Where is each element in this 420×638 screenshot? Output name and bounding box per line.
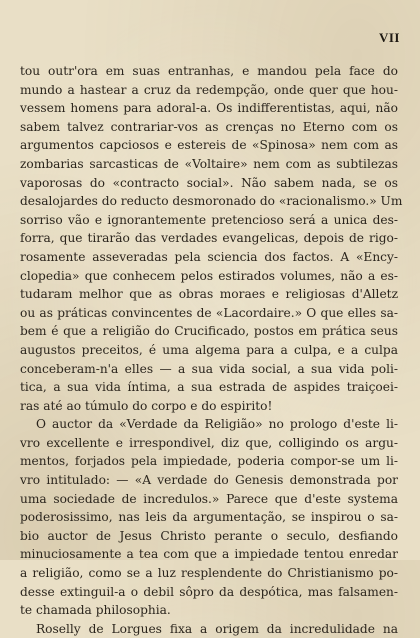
text-line: zombarias sarcasticas de «Voltaire» nem com as subtilezas — [20, 156, 398, 171]
text-line: O auctor da «Verdade da Religião» no prologo d'este li- — [36, 417, 398, 432]
text-line: ras até ao túmulo do corpo e do espirito! — [20, 398, 273, 413]
text-line: clopedia» que conhecem pelos estirados volumes, não a es- — [20, 268, 398, 283]
body-text — [20, 62, 403, 638]
text-line: tica, a sua vida íntima, a sua estrada de aspides traiçoei- — [20, 380, 398, 395]
text-line: mentos, forjados pela impiedade, poderia compor-se um li- — [20, 454, 398, 469]
text-line: bio auctor de Jesus Christo perante o seculo, desfiando — [20, 528, 398, 543]
text-line: tudaram melhor que as obras moraes e religiosas d'Alletz — [20, 287, 398, 302]
text-line: desse extinguil-a o debil sôpro da despótica, mas falsamen- — [20, 584, 398, 599]
text-line: vro excellente e irrespondivel, diz que, colligindo os argu- — [20, 435, 398, 450]
text-line: uma sociedade de incredulos.» Parece que d'este systema — [20, 491, 398, 506]
text-line: ou as práticas convincentes de «Lacordaire.» O que elles sa- — [20, 305, 398, 320]
text-line: sabem talvez contrariar-vos as crenças no Eterno com os — [20, 119, 398, 134]
text-line: rosamente asseveradas pela sciencia dos factos. A «Ency- — [20, 249, 398, 264]
text-line: mundo a hastear a cruz da redempção, onde quer que hou- — [20, 82, 398, 97]
page-number: VII — [378, 30, 400, 45]
text-line: Roselly de Lorgues fixa a origem da incredulidade na — [36, 621, 398, 636]
text-line: tou outr'ora em suas entranhas, e mandou pela face do — [20, 64, 398, 78]
text-line: desalojardes do reducto desmoronado do «racionalismo.» Um — [20, 194, 403, 209]
text-line: forra, que tirarão das verdades evangelicas, depois de rigo- — [20, 231, 398, 246]
text-line: argumentos capciosos e estereis de «Spinosa» nem com as — [20, 138, 398, 153]
text-line: poderosissimo, nas leis da argumentação, se inspirou o sa- — [20, 510, 398, 525]
text-line: augustos preceitos, é uma algema para a culpa, e a culpa — [20, 342, 398, 357]
text-line: bem é que a religião do Crucificado, postos em prática seus — [20, 324, 398, 339]
text-line: vaporosas do «contracto social». Não sabem nada, se os — [20, 175, 398, 190]
text-line: te chamada philosophia. — [20, 603, 171, 618]
text-line: vro intitulado: — «A verdade do Genesis demonstrada por — [20, 473, 398, 488]
text-line: sorriso vão e ignorantemente pretencioso será a unica des- — [20, 212, 398, 227]
text-line: a religião, como se a luz resplendente do Christianismo po- — [20, 566, 398, 581]
text-line: minuciosamente a tea com que a impiedade tentou enredar — [20, 547, 398, 562]
text-line: conceberam-n'a elles — a sua vida social, a sua vida poli- — [20, 361, 398, 376]
text-line: vessem homens para adoral-a. Os indifferentistas, aqui, não — [20, 101, 398, 116]
